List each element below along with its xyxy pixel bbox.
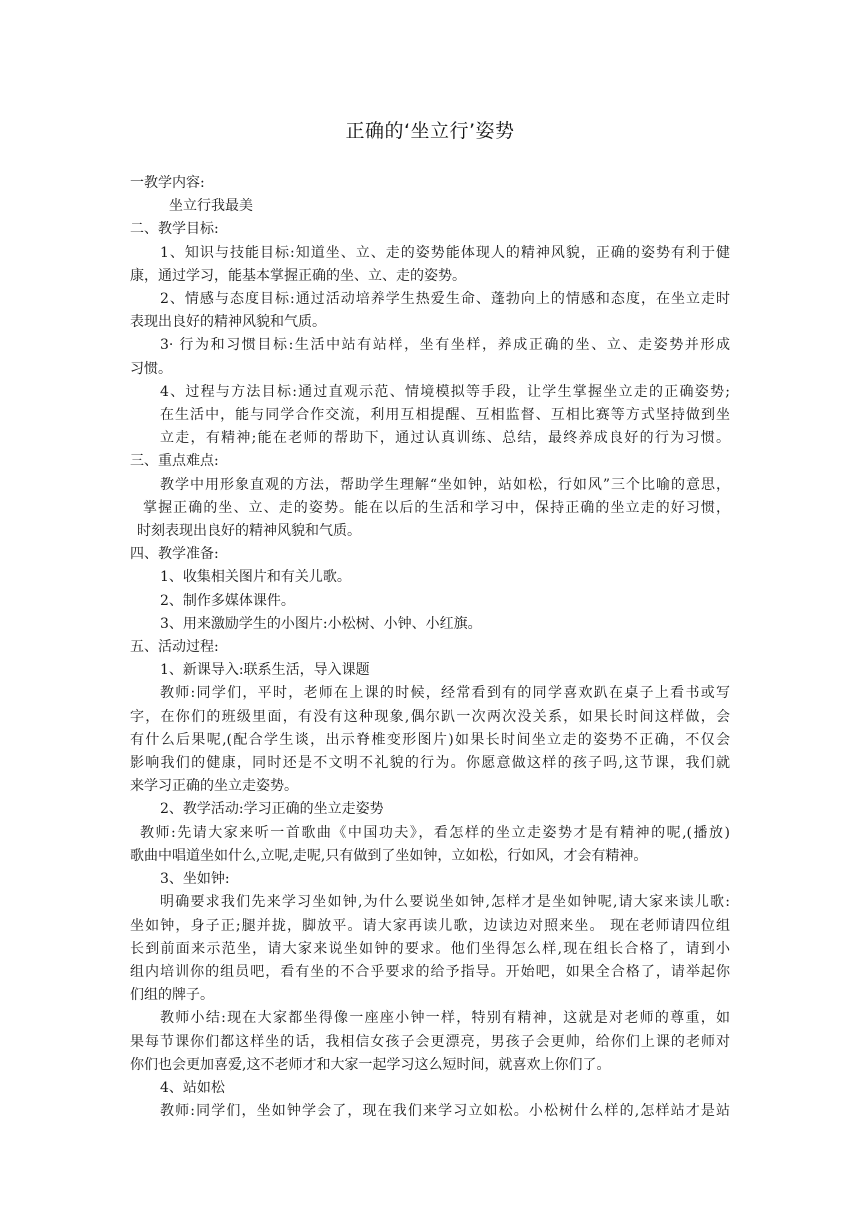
paragraph-line: 你们也会更加喜爱,这不老师才和大家一起学习这么短时间，就喜欢上你们了。 [130, 1056, 611, 1073]
paragraph-line: 有什么后果呢,(配合学生谈，出示脊椎变形图片)如果长时间坐立走的姿势不正确，不仅会 [130, 731, 730, 748]
paragraph-line: 果每节课你们都这样坐的话，我相信女孩子会更漂亮，男孩子会更帅，给你们上课的老师对 [130, 1033, 730, 1050]
paragraph-line: 3· 行为和习惯目标:生活中站有站样，坐有坐样，养成正确的坐、立、走姿势并形成 [160, 337, 730, 354]
paragraph-line: 2、教学活动:学习正确的坐立走姿势 [160, 801, 384, 818]
paragraph-line: 们组的牌子。 [130, 987, 214, 1004]
section-heading: 五、活动过程: [130, 639, 219, 656]
document-body [130, 172, 730, 1123]
paragraph-line: 教师:同学们，平时，老师在上课的时候，经常看到有的同学喜欢趴在桌子上看书或写 [160, 685, 730, 702]
paragraph-line: 1、收集相关图片和有关儿歌。 [160, 569, 351, 586]
paragraph-line: 4、站如松 [160, 1079, 225, 1096]
paragraph-line: 掌握正确的坐、立、走的姿势。能在以后的生活和学习中，保持正确的坐立走的好习惯， [143, 499, 730, 516]
paragraph-line: 组内培训你的组员吧，看有坐的不合乎要求的给予指导。开始吧，如果全合格了，请举起你 [130, 963, 730, 980]
paragraph-line: 康，通过学习，能基本掌握正确的坐、立、走的姿势。 [130, 267, 466, 284]
paragraph-line: 1、新课导入:联系生活，导入课题 [160, 662, 370, 679]
paragraph-line: 歌曲中唱道坐如什么,立呢,走呢,只有做到了坐如钟，立如松，行如风，才会有精神。 [130, 847, 648, 864]
paragraph-line: 3、坐如钟: [160, 871, 230, 888]
paragraph-line: 在生活中，能与同学合作交流，利用互相提醒、互相监督、互相比赛等方式坚持做到坐 [160, 407, 730, 424]
paragraph-line: 教师:先请大家来听一首歌曲《中国功夫》，看怎样的坐立走姿势才是有精神的呢,(播放) [140, 824, 730, 841]
paragraph-line: 坐立行我最美 [169, 198, 253, 215]
paragraph-line: 4、过程与方法目标:通过直观示范、情境模拟等手段，让学生掌握坐立走的正确姿势; [160, 383, 730, 400]
paragraph-line: 字，在你们的班级里面，有没有这种现象,偶尔趴一次两次没关系，如果长时间这样做，会 [130, 708, 730, 725]
paragraph-line: 影响我们的健康，同时还是不文明不礼貌的行为。你愿意做这样的孩子吗,这节课，我们就 [130, 755, 730, 772]
paragraph-line: 2、制作多媒体课件。 [160, 592, 295, 609]
document-title: 正确的‘坐立行’姿势 [345, 120, 515, 142]
paragraph-line: 时刻表现出良好的精神风貌和气质。 [137, 523, 361, 540]
section-heading: 三、重点难点: [130, 453, 219, 470]
section-heading: 一教学内容: [130, 175, 205, 191]
paragraph-line: 1、知识与技能目标:知道坐、立、走的姿势能体现人的精神风貌，正确的姿势有利于健 [160, 244, 730, 261]
paragraph-line: 表现出良好的精神风貌和气质。 [130, 314, 326, 331]
paragraph-line: 教师:同学们，坐如钟学会了，现在我们来学习立如松。小松树什么样的,怎样站才是站 [160, 1103, 730, 1120]
paragraph-line: 坐如钟，身子正;腿并拢，脚放平。请大家再读儿歌，边读边对照来坐。 现在老师请四位组 [130, 917, 730, 934]
section-heading: 四、教学准备: [130, 546, 219, 563]
paragraph-line: 教师小结:现在大家都坐得像一座座小钟一样，特别有精神，这就是对老师的尊重，如 [160, 1010, 730, 1027]
paragraph-line: 来学习正确的坐立走姿势。 [130, 778, 298, 795]
paragraph-line: 习惯。 [130, 360, 172, 377]
paragraph-line: 教学中用形象直观的方法，帮助学生理解“坐如钟，站如松，行如风”三个比喻的意思， [160, 476, 730, 493]
paragraph-line: 长到前面来示范坐，请大家来说坐如钟的要求。他们坐得怎么样,现在组长合格了，请到小 [130, 940, 730, 957]
section-heading: 二、教学目标: [130, 221, 219, 238]
paragraph-line: 明确要求我们先来学习坐如钟,为什么要说坐如钟,怎样才是坐如钟呢,请大家来读儿歌: [160, 894, 730, 911]
paragraph-line: 立走，有精神;能在老师的帮助下，通过认真训练、总结，最终养成良好的行为习惯。 [160, 430, 730, 447]
paragraph-line: 3、用来激励学生的小图片:小松树、小钟、小红旗。 [160, 615, 482, 632]
paragraph-line: 2、情感与态度目标:通过活动培养学生热爱生命、蓬勃向上的情感和态度，在坐立走时 [160, 291, 730, 308]
